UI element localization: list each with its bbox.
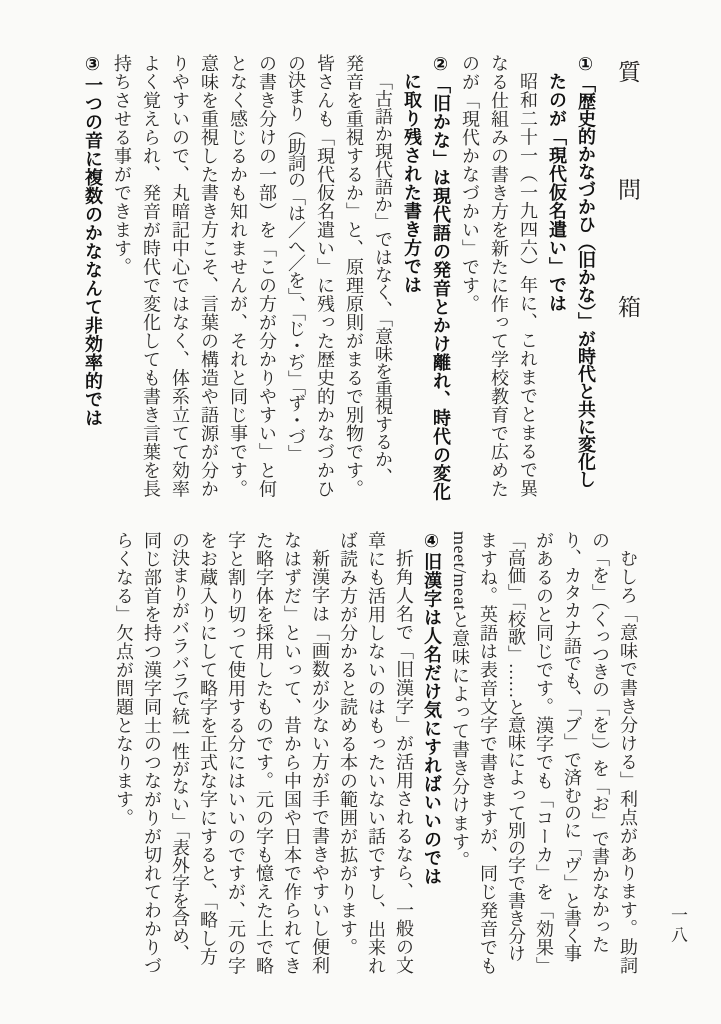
page-title: 質 問 箱 [615, 60, 640, 354]
page-number: 一八 [668, 906, 687, 946]
answer-1-column: 昭和二十一（一九四六）年に、これまでとまるで異 [518, 72, 538, 498]
answer-4-column: 折角人名で「旧漢字」が活用されるなら、一般の文 [394, 549, 414, 975]
answer-3-column: の「を」（くっつきの「を」）を「お」で書かなかった [590, 531, 610, 954]
question-4-heading: ④旧漢字は人名だけ気にすればいいのでは [422, 531, 442, 886]
answer-1-column: なる仕組みの書き方を新たに作って学校教育で広めた [489, 54, 509, 498]
answer-4-column: をお蔵入りにして略字を正式な字にすると、「略し方 [198, 531, 218, 966]
question-2-heading-line-1: ②「旧かな」は現代語の発音とかけ離れ、時代の変化 [431, 54, 451, 501]
answer-4-column: なはずだ」といって、昔から中国や日本で作られてき [282, 531, 302, 975]
answer-2-column: りやすいので、丸暗記中心ではなく、体系立てて効率 [170, 54, 190, 498]
answer-2-column: 「古語か現代語か」ではなく、「意味を重視するか、 [373, 72, 393, 486]
answer-3-column: meet/meatと意味によって書き分けます。 [450, 531, 470, 870]
answer-4-column: 新漢字は「画数が少ない方が手で書きやすいし便利 [310, 549, 330, 975]
answer-2-column: よく覚えられ、発音が時代で変化しても書き言葉を長 [141, 54, 161, 498]
question-3-heading: ③一つの音に複数のかななんて非効率的では [83, 54, 103, 427]
answer-3-column: ますね。英語は表音文字で書きますが、同じ発音でも [478, 531, 498, 975]
answer-1-column: のが「現代かなづかい」です。 [460, 54, 480, 313]
answer-2-column: 意味を重視した書き方こそ、言葉の構造や語源が分か [199, 54, 219, 498]
answer-2-column: の決まり（助詞の「は／へ／を」、「じ・ぢ」「ず・づ」 [286, 54, 306, 462]
answer-3-column: むしろ「意味で書き分ける」利点があります。助詞 [618, 549, 638, 975]
answer-4-column: らくなる」欠点が問題となります。 [114, 531, 134, 827]
answer-4-column: 同じ部首を持つ漢字同士のつながりが切れてわかりづ [142, 531, 162, 975]
answer-2-column: 発音を重視するか」と、原理原則がまるで別物です。 [344, 54, 364, 498]
answer-2-column: の書き分けの一部）を「この方が分かりやすい」と何 [257, 54, 277, 498]
answer-2-column: となく感じるかも知れませんが、それと同じ事です。 [228, 54, 248, 498]
answer-4-column: た略字体を採用したものです。元の字も憶えた上で略 [254, 531, 274, 975]
answer-2-column: 持ちさせる事ができます。 [112, 54, 132, 276]
answer-3-column: があるのと同じです。漢字でも「コーカ」を「効果」 [534, 531, 554, 975]
answer-4-column: 章にも活用しないのはもったいない話ですし、出来れ [366, 531, 386, 975]
bottom-text-block [110, 531, 642, 1003]
question-2-heading-line-2: に取り残された書き方では [402, 72, 422, 294]
answer-4-column: 字と割り切って使用する分にはいいのですが、元の字 [226, 531, 246, 975]
answer-3-column: り、カタカナ語でも、「ブ」で済むのに「ヴ」と書く事 [562, 531, 582, 963]
question-1-heading-line-2: たのが「現代仮名遣い」では [547, 72, 567, 313]
question-1-heading-line-1: ①「歴史的かなづかひ（旧かな）」が時代と共に変化し [576, 54, 596, 489]
answer-4-column: ば読み方が分かると読める本の範囲が拡がります。 [338, 531, 358, 957]
answer-3-column: 「高価」「校歌」……と意味によって別の字で書き分け [506, 531, 526, 963]
answer-4-column: の決まりがバラバラで統一性がない」「表外字を含め、 [170, 531, 190, 963]
top-text-block [78, 54, 600, 512]
answer-2-column: 皆さんも「現代仮名遣い」に残った歴史的かなづかひ [315, 54, 335, 498]
